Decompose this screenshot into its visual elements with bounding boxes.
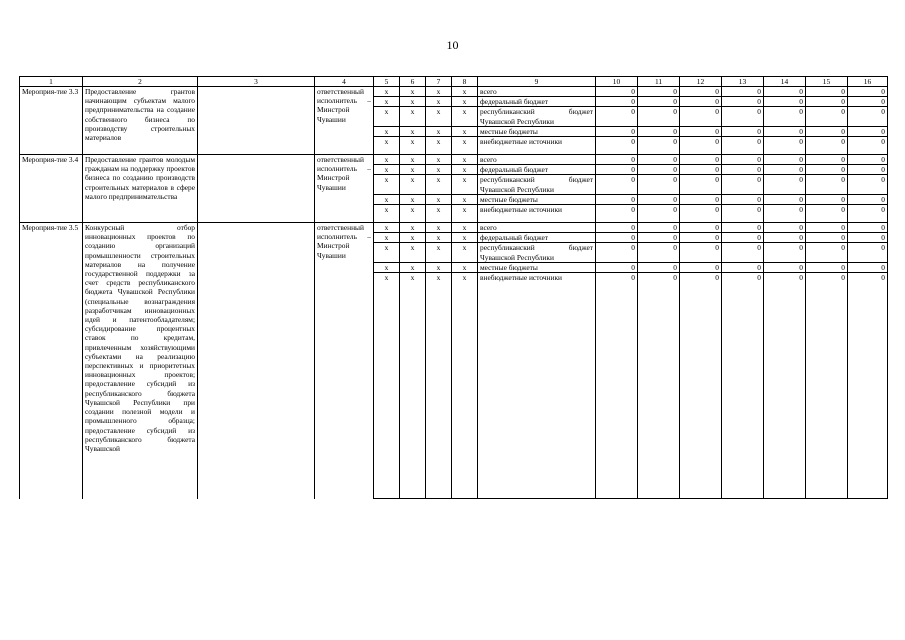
value-cell: 0	[806, 107, 848, 126]
value-cell: 0	[806, 97, 848, 107]
column-header: 9	[478, 77, 596, 87]
value-cell: 0	[638, 223, 680, 233]
code-cell: x	[400, 262, 426, 272]
value-cell: 0	[596, 97, 638, 107]
funding-source: местные бюджеты	[478, 126, 596, 136]
value-cell: 0	[596, 175, 638, 194]
value-cell: 0	[638, 165, 680, 175]
column-header: 16	[848, 77, 888, 87]
value-cell: 0	[806, 87, 848, 97]
value-cell: 0	[764, 273, 806, 499]
code-cell: x	[426, 165, 452, 175]
code-cell: x	[426, 223, 452, 233]
code-cell: x	[452, 87, 478, 97]
code-cell: x	[452, 107, 478, 126]
measure-title: Предоставление грантов молодым гражданам на поддержку проектов бизнеса по созданию производств строительных материалов в сфере малого предпринимательства	[83, 155, 198, 223]
value-cell: 0	[638, 273, 680, 499]
value-cell: 0	[848, 126, 888, 136]
value-cell: 0	[848, 155, 888, 165]
code-cell: x	[374, 155, 400, 165]
value-cell: 0	[848, 165, 888, 175]
value-cell: 0	[764, 126, 806, 136]
value-cell: 0	[680, 223, 722, 233]
value-cell: 0	[806, 243, 848, 262]
code-cell: x	[400, 155, 426, 165]
code-cell: x	[374, 107, 400, 126]
code-cell: x	[452, 126, 478, 136]
code-cell: x	[400, 243, 426, 262]
column-header: 1	[20, 77, 83, 87]
code-cell: x	[452, 205, 478, 223]
value-cell: 0	[848, 175, 888, 194]
table-row	[20, 87, 888, 97]
value-cell: 0	[806, 137, 848, 155]
value-cell: 0	[848, 233, 888, 243]
funding-source: всего	[478, 223, 596, 233]
value-cell: 0	[722, 205, 764, 223]
code-cell: x	[400, 194, 426, 204]
column-3-empty	[198, 223, 315, 499]
value-cell: 0	[722, 137, 764, 155]
value-cell: 0	[848, 194, 888, 204]
value-cell: 0	[764, 137, 806, 155]
value-cell: 0	[596, 126, 638, 136]
value-cell: 0	[596, 137, 638, 155]
value-cell: 0	[596, 243, 638, 262]
code-cell: x	[374, 273, 400, 499]
value-cell: 0	[848, 97, 888, 107]
measure-title: Предоставление грантов начинающим субъектам малого предпринимательства на создание собственного бизнеса по производству строительных материалов	[83, 87, 198, 155]
value-cell: 0	[596, 273, 638, 499]
funding-source: республиканский бюджет Чувашской Республики	[478, 107, 596, 126]
funding-source: федеральный бюджет	[478, 165, 596, 175]
funding-source: всего	[478, 155, 596, 165]
value-cell: 0	[806, 194, 848, 204]
code-cell: x	[426, 155, 452, 165]
table-header-row	[20, 77, 888, 87]
code-cell: x	[400, 97, 426, 107]
value-cell: 0	[806, 205, 848, 223]
value-cell: 0	[722, 155, 764, 165]
measure-id: Мероприя-тие 3.4	[20, 155, 83, 223]
value-cell: 0	[848, 107, 888, 126]
column-header: 4	[315, 77, 374, 87]
value-cell: 0	[722, 107, 764, 126]
value-cell: 0	[638, 262, 680, 272]
code-cell: x	[452, 194, 478, 204]
value-cell: 0	[722, 126, 764, 136]
code-cell: x	[400, 165, 426, 175]
code-cell: x	[400, 87, 426, 97]
value-cell: 0	[764, 97, 806, 107]
column-header: 11	[638, 77, 680, 87]
value-cell: 0	[596, 223, 638, 233]
value-cell: 0	[764, 223, 806, 233]
value-cell: 0	[764, 107, 806, 126]
measure-title: Конкурсный отбор инновационных проектов по созданию организаций промышленности строительных материалов на получение государственной поддержки за счет средств республиканского бюджета Чувашской Республики (специальные вознаграждения разработчикам инновационных идей и патентообладателям; субсидирование процентных ставок по кредитам, привлеченным хозяйствующими субъектами на реализацию перспективных и приоритетных инновационных проектов; предоставление субсидий из республиканского бюджета Чувашской Республики при создании полезной модели и промышленного образца; предоставление субсидий из республиканского бюджета Чувашской	[83, 223, 198, 499]
column-header: 7	[426, 77, 452, 87]
code-cell: x	[426, 137, 452, 155]
code-cell: x	[426, 205, 452, 223]
column-header: 8	[452, 77, 478, 87]
value-cell: 0	[680, 155, 722, 165]
code-cell: x	[426, 107, 452, 126]
value-cell: 0	[764, 175, 806, 194]
table-row	[20, 155, 888, 165]
value-cell: 0	[722, 175, 764, 194]
value-cell: 0	[680, 194, 722, 204]
value-cell: 0	[596, 87, 638, 97]
code-cell: x	[374, 233, 400, 243]
value-cell: 0	[764, 165, 806, 175]
measure-id: Мероприя-тие 3.3	[20, 87, 83, 155]
column-header: 3	[198, 77, 315, 87]
value-cell: 0	[638, 126, 680, 136]
value-cell: 0	[680, 97, 722, 107]
value-cell: 0	[764, 243, 806, 262]
page-number: 10	[446, 38, 459, 52]
value-cell: 0	[722, 165, 764, 175]
value-cell: 0	[764, 155, 806, 165]
value-cell: 0	[764, 233, 806, 243]
code-cell: x	[426, 243, 452, 262]
value-cell: 0	[638, 194, 680, 204]
value-cell: 0	[680, 137, 722, 155]
funding-source: всего	[478, 87, 596, 97]
code-cell: x	[452, 175, 478, 194]
value-cell: 0	[722, 97, 764, 107]
code-cell: x	[452, 243, 478, 262]
code-cell: x	[374, 165, 400, 175]
code-cell: x	[426, 273, 452, 499]
column-header: 13	[722, 77, 764, 87]
value-cell: 0	[596, 155, 638, 165]
value-cell: 0	[722, 223, 764, 233]
code-cell: x	[374, 243, 400, 262]
value-cell: 0	[848, 273, 888, 499]
column-header: 2	[83, 77, 198, 87]
code-cell: x	[452, 233, 478, 243]
code-cell: x	[374, 262, 400, 272]
column-header: 5	[374, 77, 400, 87]
value-cell: 0	[638, 107, 680, 126]
value-cell: 0	[680, 262, 722, 272]
value-cell: 0	[680, 165, 722, 175]
value-cell: 0	[680, 273, 722, 499]
code-cell: x	[452, 262, 478, 272]
value-cell: 0	[806, 175, 848, 194]
code-cell: x	[374, 205, 400, 223]
value-cell: 0	[722, 243, 764, 262]
funding-source: республиканский бюджет Чувашской Республики	[478, 243, 596, 262]
code-cell: x	[426, 194, 452, 204]
code-cell: x	[452, 155, 478, 165]
code-cell: x	[426, 175, 452, 194]
value-cell: 0	[848, 223, 888, 233]
code-cell: x	[400, 223, 426, 233]
value-cell: 0	[680, 233, 722, 243]
value-cell: 0	[848, 137, 888, 155]
funding-source: федеральный бюджет	[478, 233, 596, 243]
column-header: 6	[400, 77, 426, 87]
value-cell: 0	[680, 87, 722, 97]
program-budget-table	[19, 76, 888, 499]
value-cell: 0	[680, 205, 722, 223]
value-cell: 0	[764, 194, 806, 204]
value-cell: 0	[638, 87, 680, 97]
code-cell: x	[374, 175, 400, 194]
code-cell: x	[452, 223, 478, 233]
value-cell: 0	[764, 262, 806, 272]
value-cell: 0	[848, 87, 888, 97]
responsible-executor: ответственный исполнитель – Минстрой Чувашии	[315, 87, 374, 155]
funding-source: внебюджетные источники	[478, 137, 596, 155]
value-cell: 0	[806, 262, 848, 272]
value-cell: 0	[596, 194, 638, 204]
value-cell: 0	[764, 205, 806, 223]
table-row	[20, 223, 888, 233]
column-3-empty	[198, 87, 315, 155]
value-cell: 0	[848, 243, 888, 262]
code-cell: x	[374, 97, 400, 107]
code-cell: x	[374, 87, 400, 97]
value-cell: 0	[722, 273, 764, 499]
value-cell: 0	[638, 233, 680, 243]
value-cell: 0	[638, 155, 680, 165]
code-cell: x	[452, 97, 478, 107]
value-cell: 0	[680, 243, 722, 262]
value-cell: 0	[806, 233, 848, 243]
value-cell: 0	[638, 175, 680, 194]
code-cell: x	[374, 223, 400, 233]
code-cell: x	[426, 87, 452, 97]
funding-source: внебюджетные источники	[478, 273, 596, 499]
value-cell: 0	[806, 273, 848, 499]
value-cell: 0	[722, 87, 764, 97]
value-cell: 0	[848, 205, 888, 223]
value-cell: 0	[638, 205, 680, 223]
column-header: 12	[680, 77, 722, 87]
code-cell: x	[400, 205, 426, 223]
code-cell: x	[452, 165, 478, 175]
code-cell: x	[400, 175, 426, 194]
value-cell: 0	[806, 165, 848, 175]
value-cell: 0	[596, 233, 638, 243]
value-cell: 0	[596, 205, 638, 223]
value-cell: 0	[722, 262, 764, 272]
value-cell: 0	[596, 165, 638, 175]
code-cell: x	[400, 137, 426, 155]
code-cell: x	[374, 194, 400, 204]
value-cell: 0	[638, 137, 680, 155]
value-cell: 0	[848, 262, 888, 272]
value-cell: 0	[680, 107, 722, 126]
code-cell: x	[374, 137, 400, 155]
funding-source: федеральный бюджет	[478, 97, 596, 107]
value-cell: 0	[596, 107, 638, 126]
value-cell: 0	[680, 175, 722, 194]
code-cell: x	[426, 233, 452, 243]
column-header: 10	[596, 77, 638, 87]
funding-source: республиканский бюджет Чувашской Республики	[478, 175, 596, 194]
value-cell: 0	[638, 243, 680, 262]
column-3-empty	[198, 155, 315, 223]
value-cell: 0	[806, 223, 848, 233]
code-cell: x	[400, 107, 426, 126]
code-cell: x	[426, 126, 452, 136]
column-header: 15	[806, 77, 848, 87]
value-cell: 0	[806, 155, 848, 165]
code-cell: x	[400, 273, 426, 499]
value-cell: 0	[638, 97, 680, 107]
value-cell: 0	[722, 233, 764, 243]
measure-id: Мероприя-тие 3.5	[20, 223, 83, 499]
value-cell: 0	[596, 262, 638, 272]
code-cell: x	[452, 273, 478, 499]
value-cell: 0	[680, 126, 722, 136]
code-cell: x	[426, 262, 452, 272]
code-cell: x	[374, 126, 400, 136]
value-cell: 0	[722, 194, 764, 204]
code-cell: x	[452, 137, 478, 155]
column-header: 14	[764, 77, 806, 87]
funding-source: внебюджетные источники	[478, 205, 596, 223]
value-cell: 0	[764, 87, 806, 97]
code-cell: x	[400, 126, 426, 136]
code-cell: x	[400, 233, 426, 243]
funding-source: местные бюджеты	[478, 194, 596, 204]
code-cell: x	[426, 97, 452, 107]
funding-source: местные бюджеты	[478, 262, 596, 272]
responsible-executor: ответственный исполнитель – Минстрой Чувашии	[315, 223, 374, 499]
responsible-executor: ответственный исполнитель – Минстрой Чувашии	[315, 155, 374, 223]
value-cell: 0	[806, 126, 848, 136]
